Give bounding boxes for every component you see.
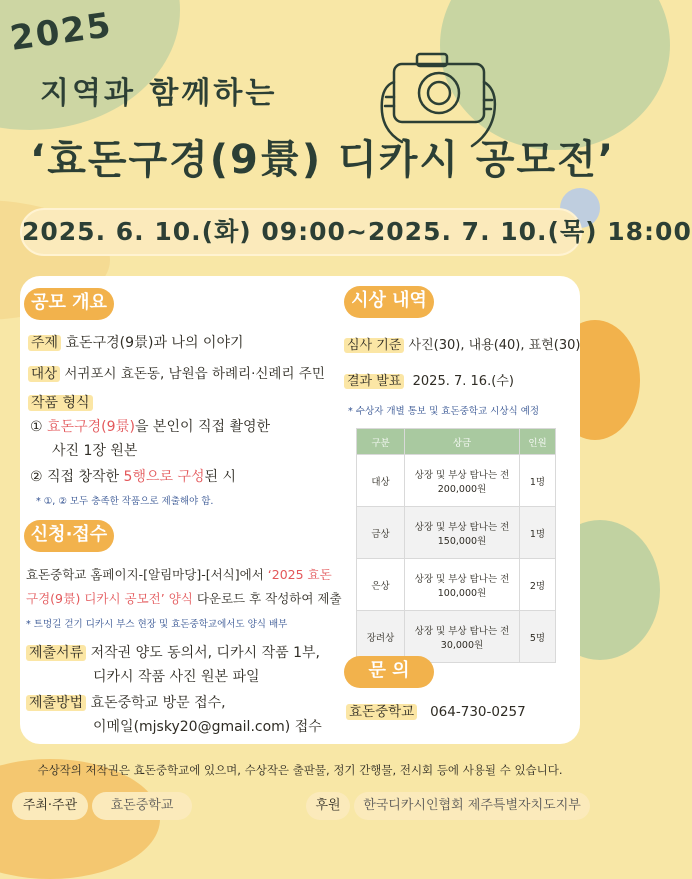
prize-text: 상장 및 부상 탐나는 전 [414,521,510,533]
sponsor-name: 한국디카시인협회 제주특별자치도지부 [354,792,590,820]
cell-grade: 장려상 [357,611,405,663]
prize-text: 상장 및 부상 탐나는 전 [414,573,510,585]
cell-prize [405,611,520,663]
contest-period: 2025. 6. 10.(화) 09:00~2025. 7. 10.(목) 18:00 [20,208,582,256]
result-value: 2025. 7. 16.(수) [412,374,514,389]
docs-row [26,642,320,662]
cell-prize [405,507,520,559]
cell-grade: 은상 [357,559,405,611]
apply-line-2 [26,589,342,607]
topic-label: 주제 [28,335,61,351]
prize-amount: 200,000원 [437,483,487,495]
target-label: 대상 [28,366,60,382]
apply-heading: 신청·접수 [24,520,114,552]
format2-text: 된 시 [204,469,237,485]
overview-heading: 공모 개요 [24,288,114,320]
host-label: 주최·주관 [12,792,88,820]
apply-note: * 트멍길 걷기 디카시 부스 현장 및 효돈중학교에서도 양식 배부 [26,619,288,630]
host-name: 효돈중학교 [92,792,192,820]
contact-phone: 064-730-0257 [430,704,526,720]
table-row [357,455,556,507]
format1-prefix: ① [30,419,48,435]
contact-org: 효돈중학교 [346,704,417,720]
format-label: 작품 형식 [28,395,93,411]
result-label: 결과 발표 [344,374,404,389]
topic-row [28,332,244,352]
prize-text: 상장 및 부상 탐나는 전 [414,469,510,481]
format1-highlight: 효돈구경(9景) [47,419,135,435]
format-item-1 [30,416,270,436]
prize-amount: 150,000원 [437,535,487,547]
docs-value-1: 저작권 양도 동의서, 디카시 작품 1부, [90,645,320,661]
apply-line1-highlight: ‘2025 효돈 [267,567,332,582]
cell-grade: 대상 [357,455,405,507]
method-value-2: 이메일(mjsky20@gmail.com) 접수 [93,719,322,735]
target-row [28,362,325,382]
subtitle: 지역과 함께하는 [40,76,278,111]
format-note: * ①, ② 모두 충족한 작품으로 제출해야 함. [36,496,214,507]
year: 2025 [7,5,115,59]
page-title: ‘효돈구경(9景) 디카시 공모전’ [30,137,616,183]
format2-prefix: ② 직접 창작한 [30,469,124,485]
contact-heading: 문 의 [344,656,434,688]
cell-count: 2명 [520,559,556,611]
docs-value-2: 디카시 작품 사진 원본 파일 [93,669,260,685]
cell-prize [405,559,520,611]
cell-grade: 금상 [357,507,405,559]
prize-amount: 100,000원 [437,587,487,599]
cell-count: 5명 [520,611,556,663]
method-label: 제출방법 [26,695,86,711]
col-header-prize: 상금 [405,429,520,455]
prize-table [356,428,556,663]
copyright-notice: 수상작의 저작권은 효돈중학교에 있으며, 수상작은 출판물, 정기 간행물, 전시회 등에 사용될 수 있습니다. [37,763,563,777]
format1-text: 을 본인이 직접 촬영한 [134,419,271,435]
topic-value: 효돈구경(9景)과 나의 이야기 [65,335,244,351]
apply-line2-text: 다운로드 후 작성하여 제출 [192,591,342,606]
docs-label: 제출서류 [26,645,86,661]
table-row [357,559,556,611]
target-value: 서귀포시 효돈동, 남원읍 하례리·신례리 주민 [64,366,325,382]
cell-prize [405,455,520,507]
table-row [357,611,556,663]
method-value-1: 효돈중학교 방문 접수, [90,695,226,711]
awards-heading: 시상 내역 [344,286,434,318]
apply-line-1 [26,565,332,583]
format-item-2 [30,466,236,486]
col-header-grade: 구분 [357,429,405,455]
apply-line2-highlight: 구경(9景) 디카시 공모전’ 양식 [26,591,193,606]
apply-line1-text: 효돈중학교 홈페이지-[알림마당]-[서식]에서 [26,567,268,582]
format-label-row [28,392,93,412]
prize-amount: 30,000원 [440,639,484,651]
contact-row [346,700,526,720]
format2-highlight: 5행으로 구성 [123,469,205,485]
prize-text: 상장 및 부상 탐나는 전 [414,625,510,637]
format-item-1b: 사진 1장 원본 [52,443,138,459]
result-row [344,370,514,389]
table-row [357,507,556,559]
criteria-label: 심사 기준 [344,338,404,353]
criteria-value: 사진(30), 내용(40), 표현(30) [408,338,581,353]
cell-count: 1명 [520,507,556,559]
col-header-count: 인원 [520,429,556,455]
awards-note: * 수상자 개별 통보 및 효돈중학교 시상식 예정 [348,406,540,417]
cell-count: 1명 [520,455,556,507]
sponsor-label: 후원 [306,792,350,820]
criteria-row [344,334,580,353]
method-row [26,692,226,712]
